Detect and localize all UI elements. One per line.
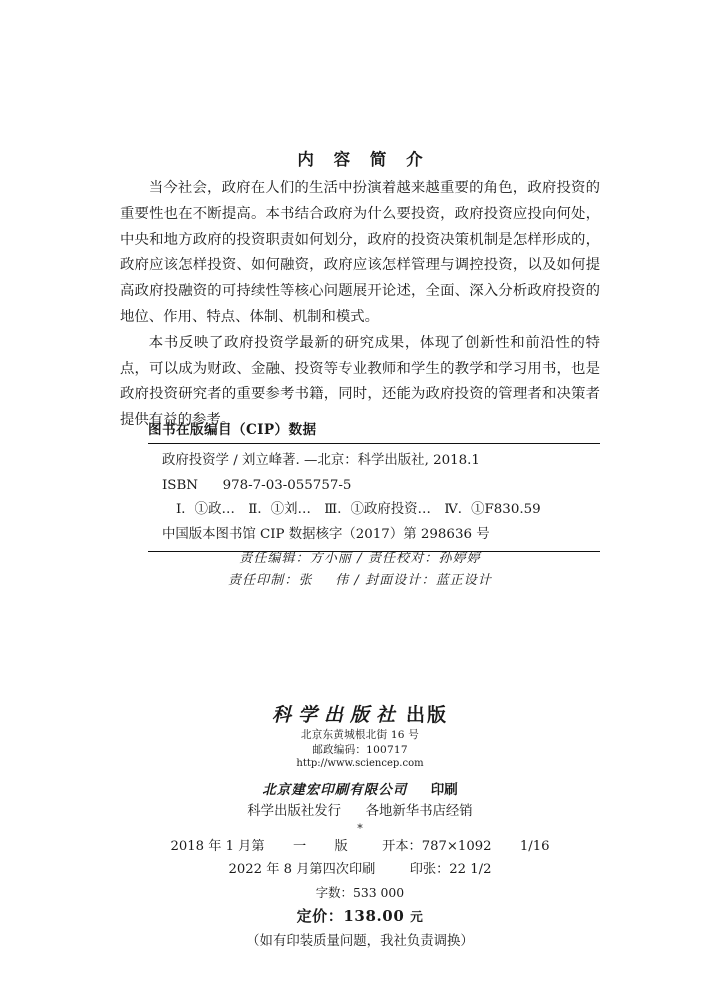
colophon-block: [0, 702, 720, 954]
printer-line: [0, 780, 720, 801]
retailer-name: 各地新华书店经销: [365, 803, 473, 819]
synopsis-title: 内 容 简 介: [297, 150, 430, 169]
wordcount-line: 字数：533 000: [315, 884, 405, 900]
synopsis-paragraph-1: 当今社会，政府在人们的生活中扮演着越来越重要的角色，政府投资的重要性也在不断提高。本书结合政府为什么要投资，政府投资应投向何处，中央和地方政府的投资职责如何划分，政府的投资决策机制是怎样形成的，政府应该怎样投资、如何融资，政府应该怎样管理与调控投资，以及如何提高政府投融资的可持续性等核心问题展开论述，全面、深入分析政府投资的地位、作用、特点、体制、机制和模式。: [120, 180, 600, 325]
price-value: 定价：138.00: [296, 906, 405, 925]
format-fraction: 1/16: [519, 838, 550, 854]
publisher-postcode: 邮政编码：100717: [312, 743, 408, 756]
sheets-label: 印张：22 1/2: [409, 861, 492, 877]
edition-label: 版: [334, 838, 348, 854]
price-line: [0, 904, 720, 929]
distributor-name: 科学出版社发行: [247, 803, 342, 819]
edition-ordinal: 一: [292, 838, 307, 854]
synopsis-body: [120, 176, 600, 434]
printer-label: 印刷: [430, 781, 458, 798]
star-separator: *: [357, 821, 363, 835]
science-press-logo: 科学出版社: [271, 704, 402, 726]
printing-date: 2022 年 8 月第四次印刷: [228, 861, 376, 877]
quality-notice: （如有印装质量问题，我社负责调换）: [246, 933, 474, 949]
publisher-website[interactable]: http://www.sciencep.com: [296, 758, 424, 769]
synopsis-paragraph-2: 本书反映了政府投资学最新的研究成果，体现了创新性和前沿性的特点，可以成为财政、金融、投资等专业教师和学生的教学和学习用书，也是政府投资研究者的重要参考书籍，同时，还能为政府投资的管理者和决策者提供有益的参考。: [120, 334, 600, 429]
cip-block: [148, 418, 600, 552]
price-unit: 元: [410, 908, 424, 924]
cip-isbn-value: 978-7-03-055757-5: [222, 477, 352, 493]
credits-block: [0, 548, 720, 592]
cip-title-statement: 政府投资学 / 刘立峰著. —北京：科学出版社, 2018.1: [162, 453, 480, 468]
credit-printing-suffix: 伟 / 封面设计：蓝正设计: [335, 573, 493, 588]
credit-printing-line: [0, 570, 720, 592]
distribution-line: [0, 801, 720, 822]
publisher-address: 北京东黄城根北街 16 号: [300, 729, 420, 741]
printing-line: [0, 858, 720, 881]
edition-date: 2018 年 1 月第: [170, 838, 265, 854]
cip-lines: [148, 444, 600, 551]
cip-heading: 图书在版编目（CIP）数据: [148, 422, 317, 438]
edition-line: [0, 835, 720, 858]
publisher-line: [0, 702, 720, 728]
cip-classification: Ⅰ．①政… Ⅱ．①刘… Ⅲ．①政府投资… Ⅳ．①F830.59: [176, 502, 541, 517]
publisher-suffix: 出版: [406, 704, 449, 726]
cip-isbn-label: ISBN: [162, 477, 199, 493]
credit-editor-line: 责任编辑：方小丽 / 责任校对：孙婷婷: [239, 551, 481, 566]
format-label: 开本：787×1092: [382, 838, 492, 854]
credit-printing-prefix: 责任印制：张: [227, 573, 313, 588]
cip-number: 中国版本图书馆 CIP 数据核字（2017）第 298636 号: [162, 526, 490, 542]
printer-name: 北京建宏印刷有限公司: [262, 781, 408, 798]
cip-isbn-line: [148, 474, 600, 499]
